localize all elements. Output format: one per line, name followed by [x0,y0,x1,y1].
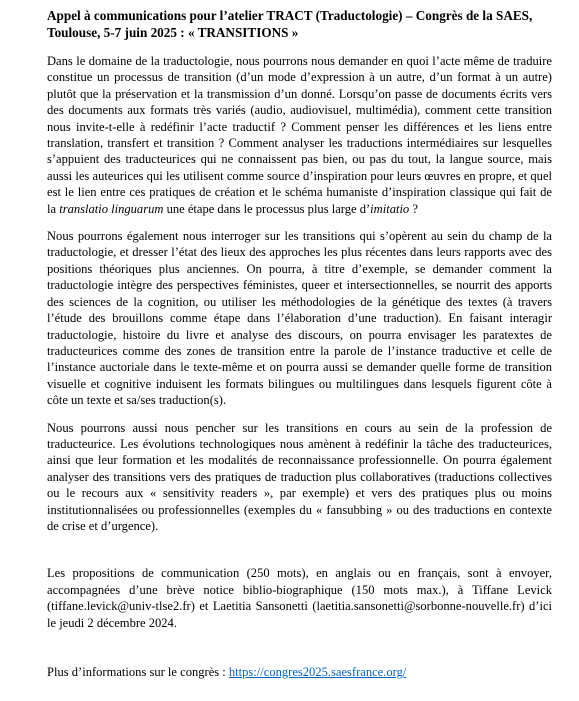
paragraph-1-text-a: Dans le domaine de la traductologie, nous pourrons nous demander en quoi l’acte même de traduire constitue un processus de transition (d’un mode d’expression à un autre, d’un format à un autre) plutôt que la préservation et la transmission d’un donné. Lorsqu’on passe de documents écrits vers des documents aux formats très variés (audio, audiovisuel, multimédia), comment cette transition nous invite-t-elle à redéfinir l’acte traductif ? Comment penser les différences et les liens entre translation, transfert et transition ? Comment analyser les traductions intermédiaires sur lesquelles s’appuient des traducteurices qui ne connaissent pas bien, ou pas du tout, la langue source, mais aussi les auteurices qui les utilisent comme source d’inspiration pour leurs œuvres en propre, et quel est le lien entre ces pratiques de création et le schéma humaniste d’inspiration classique qui fait de la [47,54,552,216]
paragraph-1 [47,53,552,217]
paragraph-1-italic-imitatio: imitatio [370,201,410,216]
paragraph-1-text-b: une étape dans le processus plus large d’ [163,201,371,216]
paragraph-1-italic-translatio: translatio linguarum [59,201,164,216]
blank-space-2 [47,642,552,664]
document-page [47,8,552,680]
more-info-prefix: Plus d’informations sur le congrès : [47,665,229,679]
paragraph-4-submission: Les propositions de communication (250 mots), en anglais ou en français, sont à envoyer, accompagnées d’une brève notice biblio-biographique (150 mots max.), à Tiffane Levick (tiffane.levick@univ-tlse2.fr) et Laetitia Sansonetti (laetitia.sansonetti@sorbonne-nouvelle.fr) d’ici le jeudi 2 décembre 2024. [47,566,552,630]
paragraph-1-text-c: ? [409,201,418,216]
paragraph-3: Nous pourrons aussi nous pencher sur les transitions en cours au sein de la profession de traducteurice. Les évolutions technologiques nous amènent à redéfinir la tâche des traducteurices, ainsi que leur formation et les modalités de reconnaissance professionnelle. On pourra également analyser des transitions vers des pratiques de traduction plus collaboratives (traductions collectives ou le recours aux « sensitivity readers », par exemple) et vers des pratiques plus ou moins institutionnalisées ou professionnelles (exemples du « fansubbing » ou des traductions en contexte de crise et d’urgence). [47,420,552,533]
blank-space [47,545,552,565]
paragraph-2: Nous pourrons également nous interroger sur les transitions qui s’opèrent au sein du champ de la traductologie, et dresser l’état des lieux des approches les plus récentes dans leurs rapports avec des positions théoriques plus anciennes. On pourra, à titre d’exemple, se demander comment la traductologie intègre des perspectives féministes, queer et intersectionnelles, se nourrit des apports des sciences de la cognition, ou utiliser les méthodologies de la génétique des textes (à travers l’étude des brouillons comme étape dans l’élaboration d’une traduction). En faisant interagir traductologie, histoire du livre et analyse des discours, on pourra envisager les paratextes de traducteurices comme des zones de transition entre la parole de l’instance traductive et celle de l’instance auctoriale dans le texte-même et on pourra aussi se demander quelle forme de transition visuelle et cognitive induisent les formats bilingues ou multilingues dans lesquels figurent côte à côte un texte et sa/ses traduction(s). [47,229,552,408]
more-info-line [47,664,552,680]
document-title: Appel à communications pour l’atelier TRACT (Traductologie) – Congrès de la SAES, Toulouse, 5-7 juin 2025 : « TRANSITIONS » [47,8,533,40]
congress-website-link[interactable]: https://congres2025.saesfrance.org/ [228,665,407,679]
